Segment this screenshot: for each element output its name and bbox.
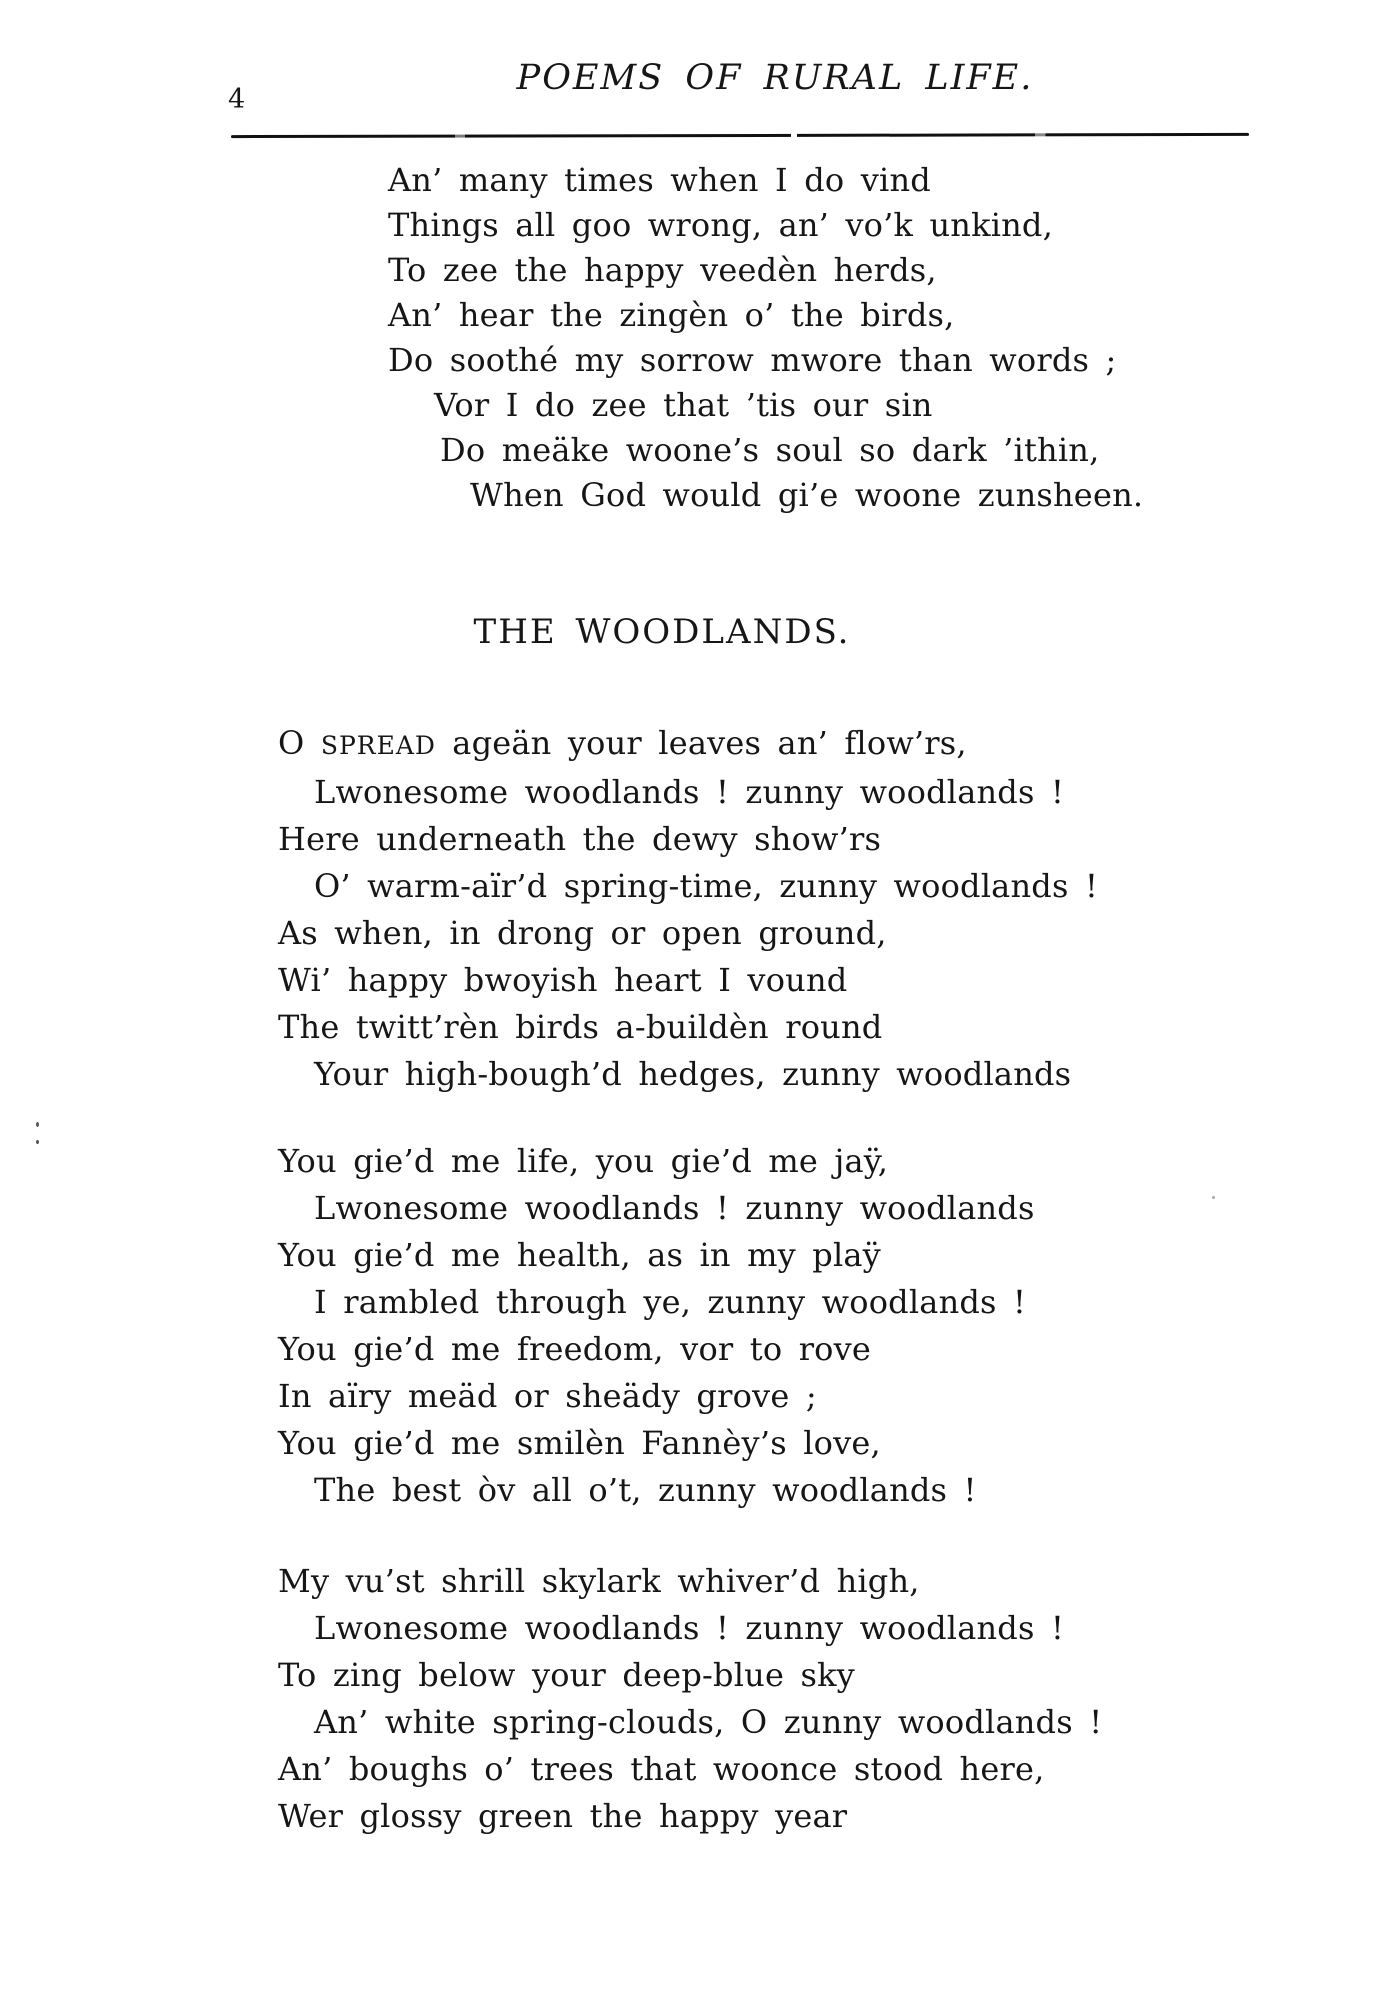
poem-line: Lwonesome woodlands ! zunny woodlands ! [314,1609,1065,1647]
poem-line: Your high-bough’d hedges, zunny woodlands [314,1055,1072,1093]
poem-line: In aïry meäd or sheädy grove ; [278,1377,817,1415]
poem-line: Wi’ happy bwoyish heart I vound [278,961,848,999]
poem-line: O’ warm-aïr’d spring-time, zunny woodlands ! [314,867,1099,905]
poem-line: Do soothé my sorrow mwore than words ; [388,341,1117,379]
poem-line: Things all goo wrong, an’ vo’k unkind, [388,206,1053,244]
small-caps-text: SPREAD [320,731,436,760]
line-text: O [278,724,321,762]
poem-line: Wer glossy green the happy year [278,1797,848,1835]
scan-speck [36,1140,39,1144]
poem-line: To zee the happy veedèn herds, [388,251,937,289]
poem-line: An’ many times when I do vind [388,161,931,199]
poem-line: When God would gi’e woone zunsheen. [470,476,1144,514]
poem-title: THE WOODLANDS. [473,612,851,652]
scan-speck [1212,1196,1215,1199]
poem-line: The twitt’rèn birds a-buildèn round [278,1008,883,1046]
scan-speck [36,1122,39,1127]
poem-line: Lwonesome woodlands ! zunny woodlands [314,1189,1035,1227]
poem-line: My vu’st shrill skylark whiver’d high, [278,1562,920,1600]
line-text: ageän your leaves an’ flow’rs, [435,724,967,762]
poem-line: An’ boughs o’ trees that woonce stood here, [278,1750,1045,1788]
poem-line: You gie’d me smilèn Fannèy’s love, [278,1424,881,1462]
poem-line: To zing below your deep-blue sky [278,1656,855,1694]
poem-line: Lwonesome woodlands ! zunny woodlands ! [314,773,1065,811]
poem-line: Do meäke woone’s soul so dark ’ithin, [440,431,1100,469]
poem-line: I rambled through ye, zunny woodlands ! [314,1283,1027,1321]
poem-line: You gie’d me health, as in my plaÿ [278,1236,881,1274]
header-rule [231,133,1249,138]
poem-line: An’ white spring-clouds, O zunny woodlands ! [314,1703,1103,1741]
poem-stanza-2 [278,1138,1035,1514]
poem-stanza-1 [278,720,1098,1098]
poem-line: An’ hear the zingèn o’ the birds, [388,296,955,334]
poem-line: Here underneath the dewy show’rs [278,820,882,858]
poem-stanza-3 [278,1558,1102,1840]
poem-line: As when, in drong or open ground, [278,914,887,952]
poem-line: Vor I do zee that ’tis our sin [434,386,933,424]
poem-fragment [388,158,1143,518]
poem-line [278,720,1098,769]
running-title: POEMS OF RURAL LIFE. [516,58,1034,98]
poem-line: You gie’d me freedom, vor to rove [278,1330,872,1368]
poem-line: You gie’d me life, you gie’d me jaÿ, [278,1142,889,1180]
poem-line: The best òv all o’t, zunny woodlands ! [314,1471,977,1509]
page-number: 4 [228,84,246,115]
